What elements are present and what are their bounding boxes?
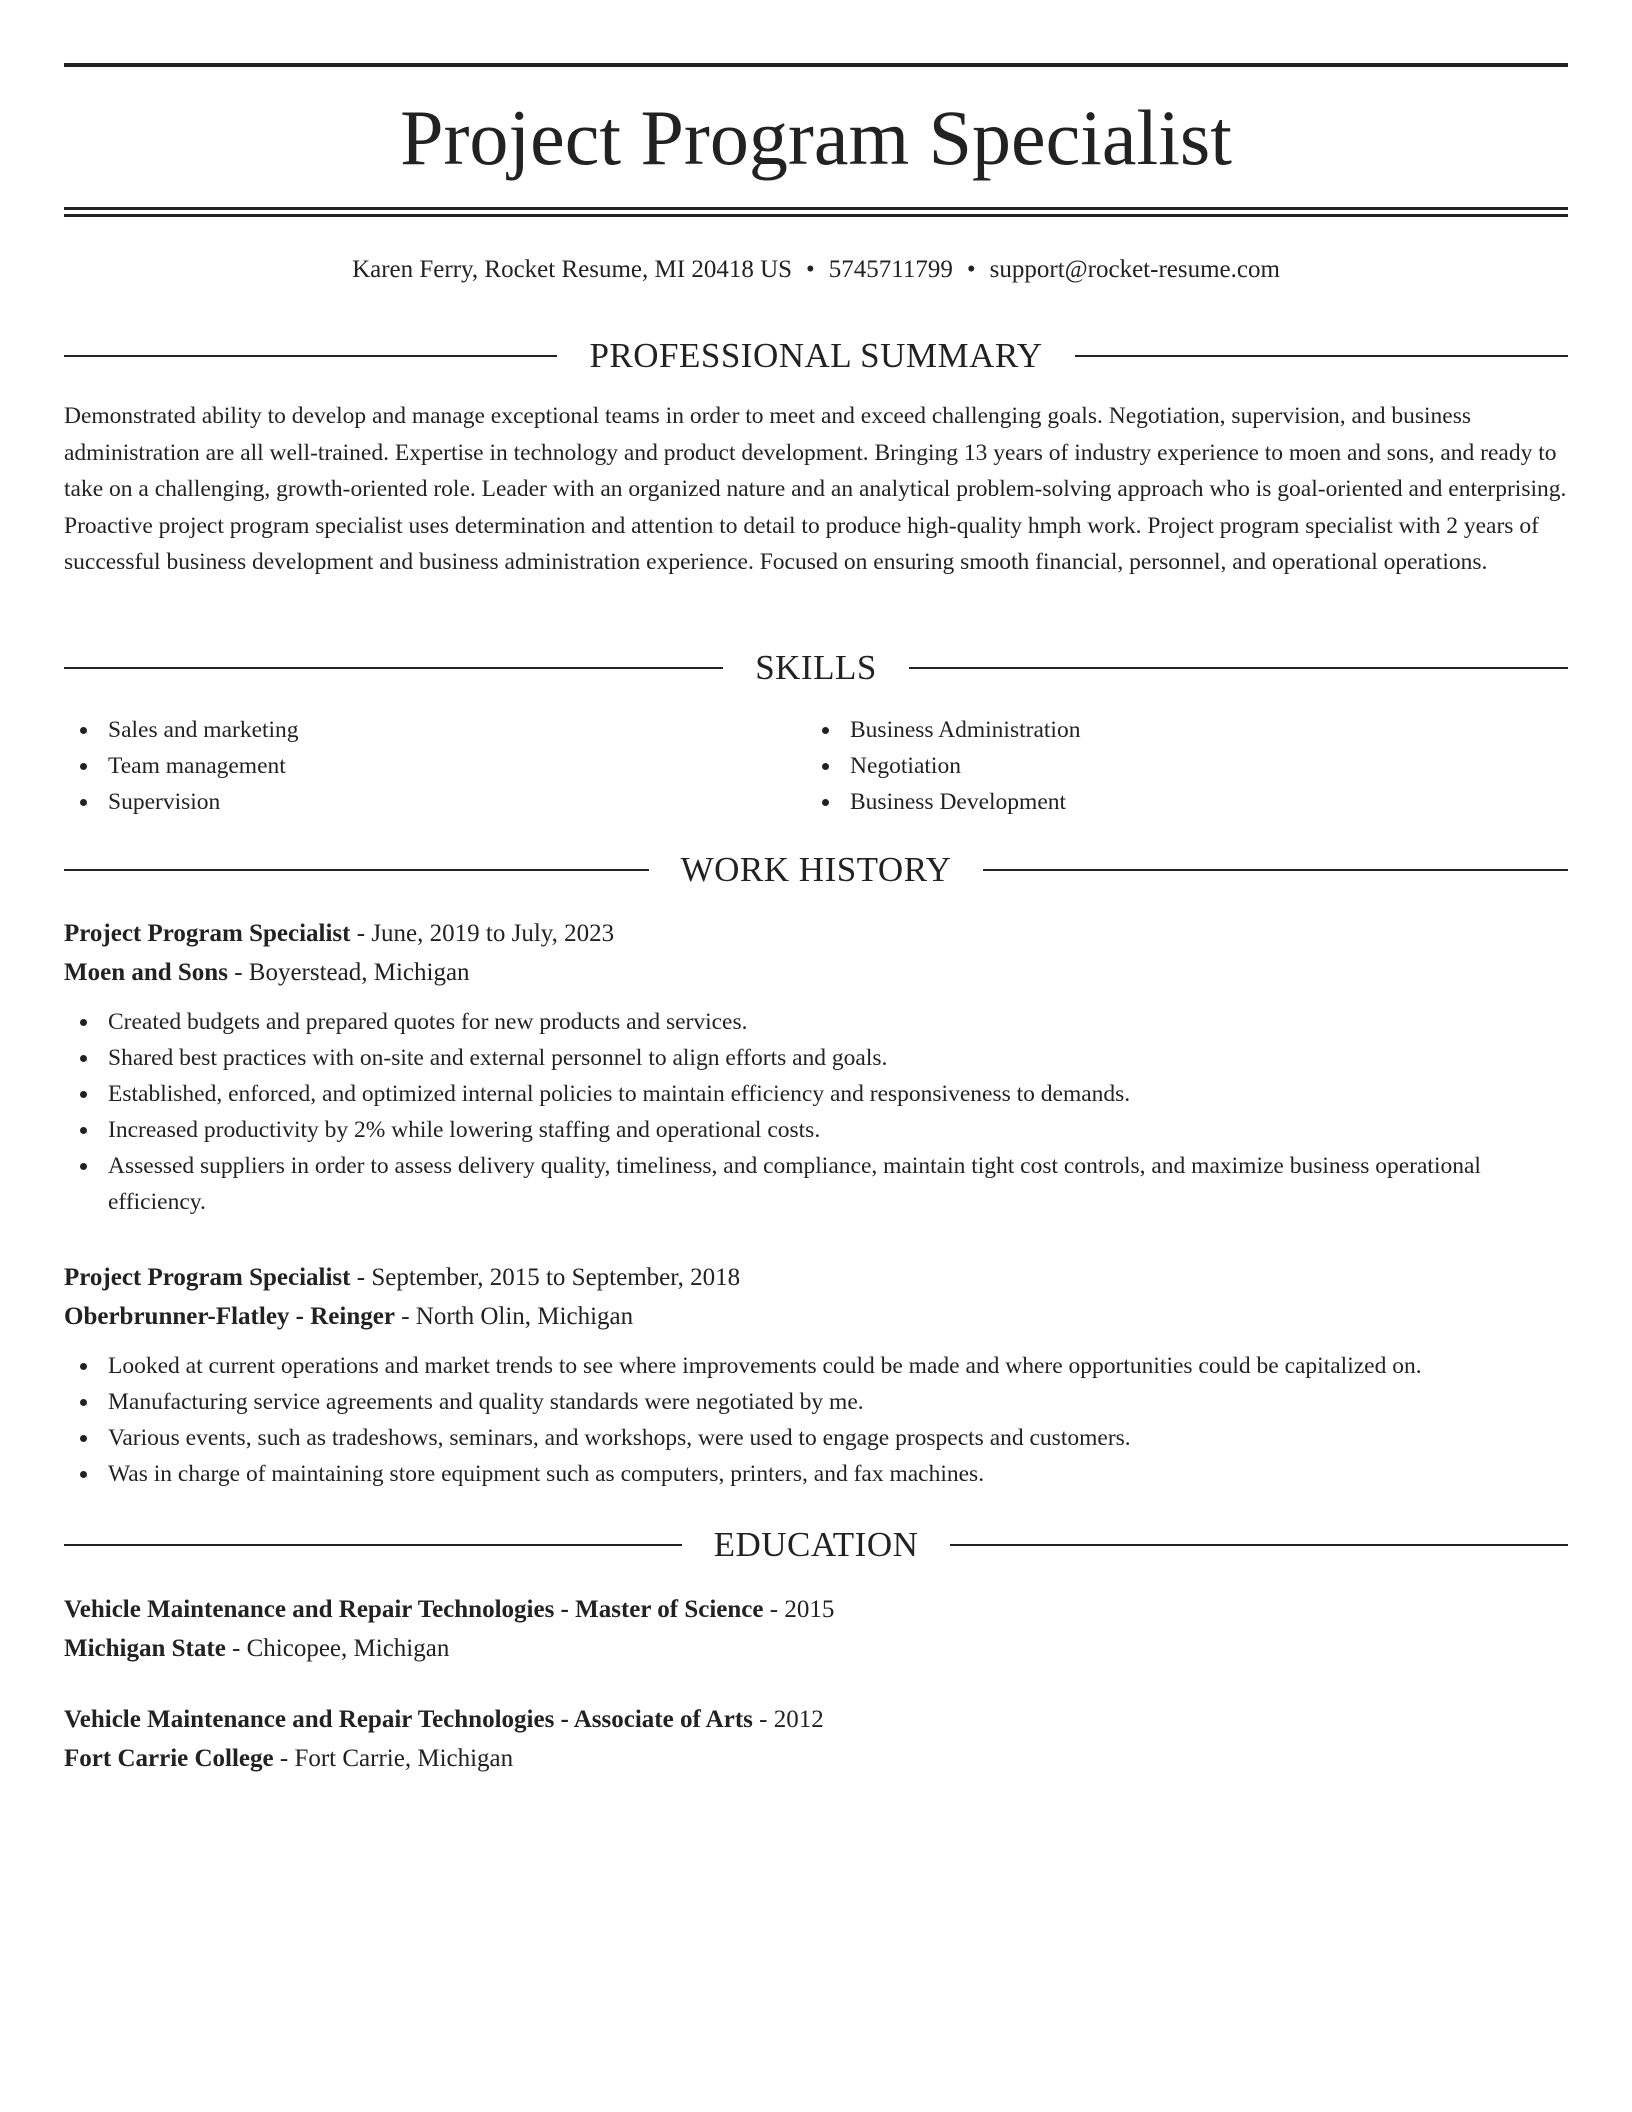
education-heading [64, 1523, 1568, 1567]
job-bullet: Increased productivity by 2% while lowering staffing and operational costs. [64, 1112, 1568, 1148]
divider-line [64, 1544, 682, 1546]
skills-column-right [806, 712, 1548, 820]
skills-list [64, 712, 1568, 820]
skill-item: Sales and marketing [64, 712, 806, 748]
top-rule [64, 63, 1568, 67]
skill-item: Business Administration [806, 712, 1548, 748]
divider-line [1075, 355, 1568, 357]
job-title: Project Program Specialist [64, 920, 351, 947]
job-bullet: Established, enforced, and optimized internal policies to maintain efficiency and responsiveness to demands. [64, 1076, 1568, 1112]
page-title: Project Program Specialist [400, 94, 1232, 181]
education-heading-label: EDUCATION [713, 1525, 919, 1564]
summary-heading [64, 334, 1568, 378]
education-degree-line [64, 1590, 1568, 1629]
job-dates: - September, 2015 to September, 2018 [350, 1264, 741, 1291]
contact-separator: • [966, 256, 976, 283]
work-heading-label: WORK HISTORY [680, 850, 952, 889]
contact-separator: • [806, 256, 815, 283]
job-bullet: Various events, such as tradeshows, seminars, and workshops, were used to engage prospects and customers. [64, 1420, 1568, 1456]
job-location: - North Olin, Michigan [394, 1303, 634, 1330]
job-bullet: Shared best practices with on-site and external personnel to align efforts and goals. [64, 1040, 1568, 1076]
skill-item: Supervision [64, 784, 806, 820]
skill-item: Negotiation [806, 748, 1548, 784]
skills-heading-label: SKILLS [755, 648, 877, 687]
divider-line [64, 869, 649, 871]
education-school-line [64, 1739, 1568, 1778]
education-degree: Vehicle Maintenance and Repair Technologies - Associate of Arts [64, 1706, 753, 1733]
skill-item: Business Development [806, 784, 1548, 820]
education-location: - Fort Carrie, Michigan [273, 1745, 514, 1772]
divider-line [64, 667, 723, 669]
education-entry [64, 1700, 1568, 1778]
job-bullet: Was in charge of maintaining store equipment such as computers, printers, and fax machines. [64, 1456, 1568, 1492]
education-location: - Chicopee, Michigan [225, 1635, 450, 1662]
title-double-rule [64, 207, 1568, 217]
education-entry [64, 1590, 1568, 1668]
divider-line [64, 355, 557, 357]
summary-heading-label: PROFESSIONAL SUMMARY [589, 336, 1043, 375]
education-school: Michigan State [64, 1635, 226, 1662]
job-location: - Boyerstead, Michigan [227, 959, 470, 986]
education-school: Fort Carrie College [64, 1745, 274, 1772]
skill-item: Team management [64, 748, 806, 784]
job-dates: - June, 2019 to July, 2023 [350, 920, 615, 947]
education-year: - 2015 [763, 1596, 835, 1623]
skills-heading [64, 646, 1568, 690]
skills-column-left [64, 712, 806, 820]
education-degree-line [64, 1700, 1568, 1739]
job-bullet: Looked at current operations and market trends to see where improvements could be made and where opportunities could be capitalized on. [64, 1348, 1568, 1384]
contact-address: Karen Ferry, Rocket Resume, MI 20418 US [352, 256, 793, 283]
job-bullets [64, 1348, 1568, 1492]
job-entry [64, 1258, 1568, 1492]
education-year: - 2012 [752, 1706, 824, 1733]
divider-line [983, 869, 1568, 871]
education-school-line [64, 1629, 1568, 1668]
job-company-line [64, 1297, 1568, 1336]
contact-line [64, 252, 1568, 288]
job-title-line [64, 914, 1568, 953]
divider-line [950, 1544, 1568, 1546]
divider-line [909, 667, 1568, 669]
job-bullet: Created budgets and prepared quotes for new products and services. [64, 1004, 1568, 1040]
work-heading [64, 848, 1568, 892]
job-title: Project Program Specialist [64, 1264, 351, 1291]
job-company-line [64, 953, 1568, 992]
contact-phone: 5745711799 [828, 256, 953, 283]
job-bullets [64, 1004, 1568, 1220]
summary-text: Demonstrated ability to develop and manage exceptional teams in order to meet and exceed challenging goals. Negotiation, supervision, and business administration are all well-trained. Expertise in technology and product development. Bringing 13 years of industry experience to moen and sons, and ready to take on a challenging, growth-oriented role. Leader with an organized nature and an analytical problem-solving approach who is goal-oriented and enterprising. Proactive project program specialist uses determination and attention to detail to produce high-quality hmph work. Project program specialist with 2 years of successful business development and business administration experience. Focused on ensuring smooth financial, personnel, and operational operations. [64, 403, 1567, 575]
job-bullet: Manufacturing service agreements and quality standards were negotiated by me. [64, 1384, 1568, 1420]
job-bullet: Assessed suppliers in order to assess delivery quality, timeliness, and compliance, maintain tight cost controls, and maximize business operational efficiency. [64, 1148, 1568, 1220]
education-degree: Vehicle Maintenance and Repair Technologies - Master of Science [64, 1596, 764, 1623]
job-title-line [64, 1258, 1568, 1297]
job-entry [64, 914, 1568, 1220]
job-company: Moen and Sons [64, 959, 228, 986]
contact-email: support@rocket-resume.com [989, 256, 1280, 283]
job-company: Oberbrunner-Flatley - Reinger [64, 1303, 395, 1330]
